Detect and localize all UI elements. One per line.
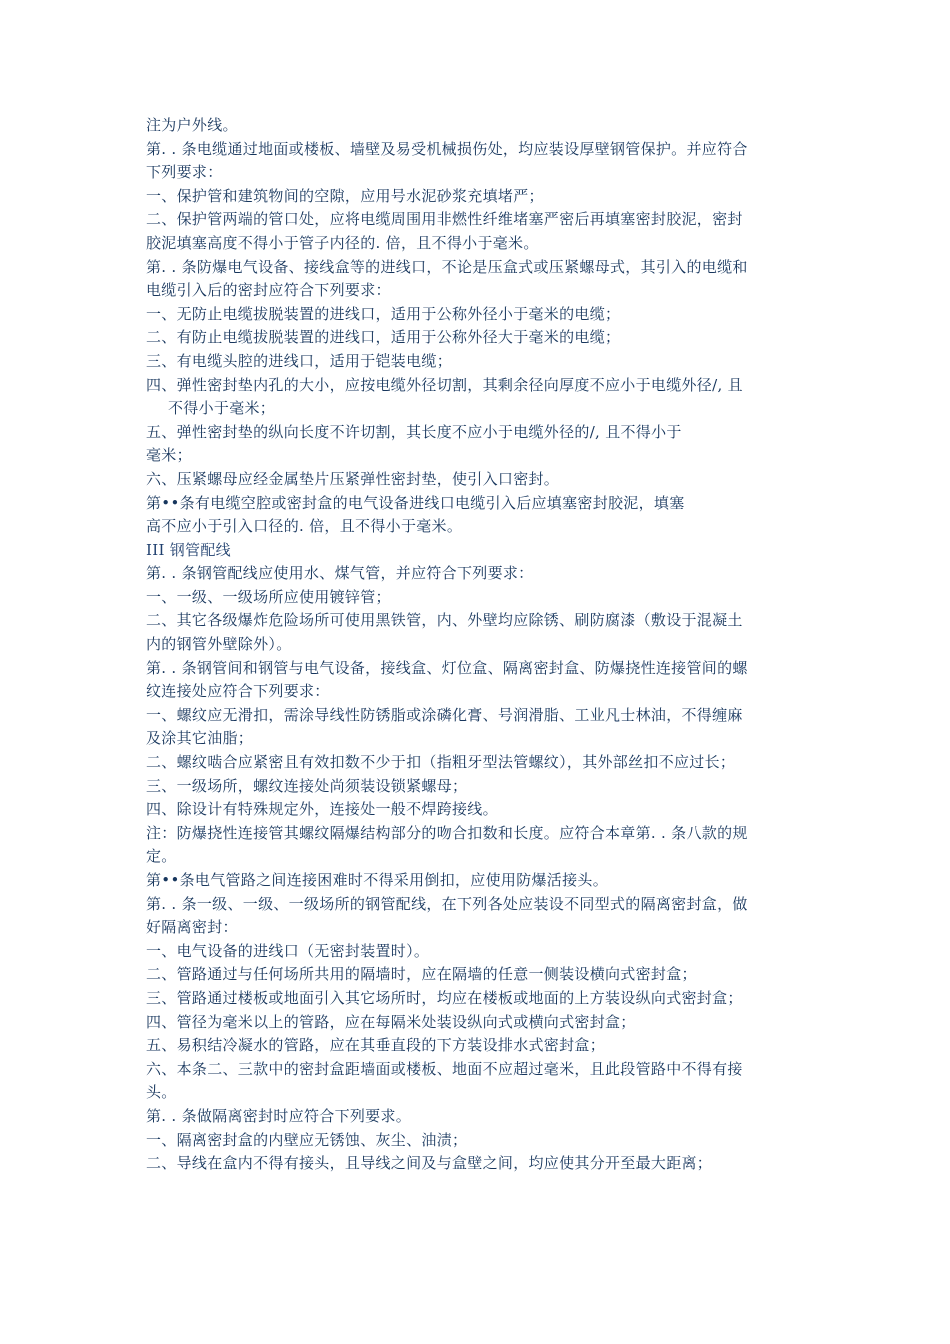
text-line: 二、有防止电缆拔脱装置的进线口，适用于公称外径大于毫米的电缆； (146, 328, 621, 347)
text-line: 胶泥填塞高度不得小于管子内径的. 倍，且不得小于毫米。 (146, 233, 539, 252)
text-line: 二、管路通过与任何场所共用的隔墙时，应在隔墙的任意一侧装设横向式密封盒； (146, 965, 697, 984)
text-line: 第. . 条防爆电气设备、接线盒等的进线口，不论是压盒式或压紧螺母式，其引入的电缆和 (146, 257, 748, 276)
text-line: 三、管路通过楼板或地面引入其它场所时，均应在楼板或地面的上方装设纵向式密封盒； (146, 988, 743, 1007)
text-line: 一、螺纹应无滑扣，需涂导线性防锈脂或涂磷化膏、号润滑脂、工业凡士林油，不得缠麻 (146, 705, 743, 724)
text-line: 第. . 条钢管配线应使用水、煤气管，并应符合下列要求： (146, 564, 534, 583)
text-line: 第. . 条钢管间和钢管与电气设备，接线盒、灯位盒、隔离密封盒、防爆挠性连接管间的螺 (146, 658, 748, 677)
text-line: 三、一级场所，螺纹连接处尚须装设锁紧螺母； (146, 776, 468, 795)
text-line: 第. . 条一级、一级、一级场所的钢管配线，在下列各处应装设不同型式的隔离密封盒，做 (146, 894, 748, 913)
text-line: 定。 (146, 847, 177, 866)
text-line: 注为户外线。 (146, 116, 238, 134)
text-line: 二、导线在盒内不得有接头，且导线之间及与盒壁之间，均应使其分开至最大距离； (146, 1154, 713, 1173)
text-line: 好隔离密封： (146, 918, 238, 937)
text-line: 四、除设计有特殊规定外，连接处一般不焊跨接线。 (146, 800, 498, 819)
text-line: 二、螺纹啮合应紧密且有效扣数不少于扣（指粗牙型法管螺纹），其外部丝扣不应过长； (146, 753, 736, 772)
text-line: 五、弹性密封垫的纵向长度不许切割，其长度不应小于电缆外径的/, 且不得小于 (146, 422, 682, 441)
text-line: 一、无防止电缆拔脱装置的进线口，适用于公称外径小于毫米的电缆； (146, 304, 621, 323)
text-line: 一、一级、一级场所应使用镀锌管； (146, 587, 391, 606)
text-line: 毫米； (146, 446, 192, 465)
text-line: 第. . 条做隔离密封时应符合下列要求。 (146, 1106, 412, 1125)
text-line: 六、本条二、三款中的密封盒距墙面或楼板、地面不应超过毫米，且此段管路中不得有接 (146, 1059, 743, 1078)
text-line: 内的钢管外壁除外）。 (146, 635, 292, 654)
text-line: 一、隔离密封盒的内壁应无锈蚀、灰尘、油渍； (146, 1130, 468, 1149)
text-line: 一、电气设备的进线口（无密封装置时）。 (146, 941, 430, 960)
text-line: 四、管径为毫米以上的管路，应在每隔米处装设纵向式或横向式密封盒； (146, 1012, 636, 1031)
text-line: 电缆引入后的密封应符合下列要求： (146, 281, 391, 300)
text-line: 头。 (146, 1083, 177, 1102)
text-line: 四、弹性密封垫内孔的大小，应按电缆外径切割，其剩余径向厚度不应小于电缆外径/, 且 (146, 375, 743, 394)
text-line: 高不应小于引入口径的. 倍，且不得小于毫米。 (146, 517, 463, 536)
section-heading: III 钢管配线 (146, 540, 231, 559)
text-line: 六、压紧螺母应经金属垫片压紧弹性密封垫，使引入口密封。 (146, 469, 560, 488)
text-line: 三、有电缆头腔的进线口，适用于铠装电缆； (146, 351, 453, 370)
text-line: 第. . 条电缆通过地面或楼板、墙壁及易受机械损伤处，均应装设厚壁钢管保护。并应符合 (146, 139, 748, 158)
text-line: 及涂其它油脂； (146, 729, 254, 748)
text-line: 纹连接处应符合下列要求： (146, 682, 330, 701)
document-body (146, 114, 814, 1176)
text-line: 一、保护管和建筑物间的空隙，应用号水泥砂浆充填堵严； (146, 186, 544, 205)
text-line: 二、保护管两端的管口处，应将电缆周围用非燃性纤维堵塞严密后再填塞密封胶泥，密封 (146, 210, 743, 229)
text-line: 下列要求： (146, 163, 223, 182)
text-line: 第••条有电缆空腔或密封盒的电气设备进线口电缆引入后应填塞密封胶泥，填塞 (146, 493, 685, 512)
text-line: 第••条电气管路之间连接困难时不得采用倒扣，应使用防爆活接头。 (146, 871, 608, 889)
text-line: 不得小于毫米； (168, 399, 276, 418)
text-line: 注：防爆挠性连接管其螺纹隔爆结构部分的吻合扣数和长度。应符合本章第. . 条八款的规 (146, 823, 748, 842)
text-line: 五、易积结冷凝水的管路，应在其垂直段的下方装设排水式密封盒； (146, 1036, 606, 1055)
text-line: 二、其它各级爆炸危险场所可使用黑铁管，内、外壁均应除锈、刷防腐漆（敷设于混凝土 (146, 611, 743, 630)
